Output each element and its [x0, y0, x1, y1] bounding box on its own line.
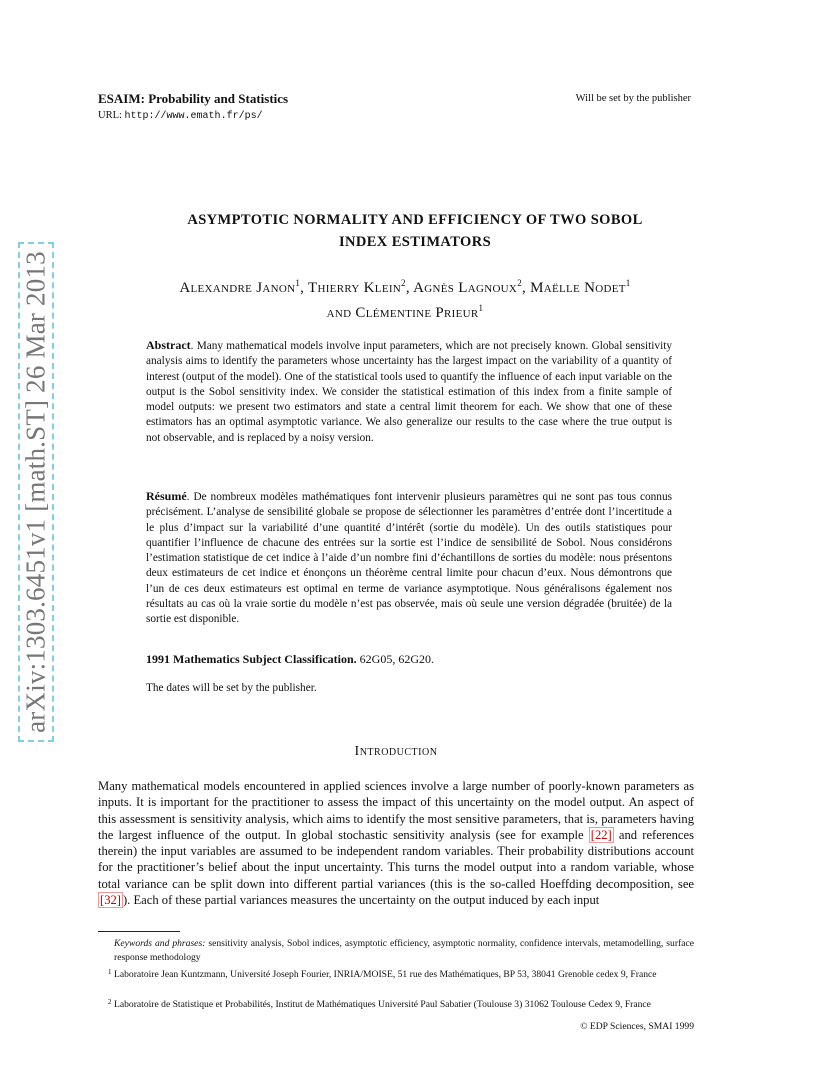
author-affiliation-mark[interactable]: 2: [401, 278, 406, 288]
msc-value: 62G05, 62G20.: [359, 652, 434, 666]
footnote-number: 1: [108, 968, 112, 976]
author-separator: ,: [405, 280, 414, 296]
author-affiliation-mark[interactable]: 1: [295, 278, 301, 288]
msc-label: 1991 Mathematics Subject Classification.: [146, 652, 357, 666]
resume-label: Résumé: [146, 489, 187, 503]
author-separator: ,: [300, 280, 309, 296]
footnote-rule: [98, 931, 180, 932]
author-affiliation-mark[interactable]: 1: [625, 278, 631, 288]
citation-link[interactable]: [32]: [100, 893, 121, 908]
title-line-2: INDEX ESTIMATORS: [338, 234, 492, 250]
author-list: [98, 273, 712, 323]
introduction-paragraph: [98, 778, 694, 908]
intro-text-part: ). Each of these partial variances measures the uncertainty on the output induced by each input: [122, 893, 600, 908]
author-name: Thierry Klein: [308, 280, 402, 296]
author-affiliation-mark[interactable]: 2: [517, 278, 522, 288]
footnote-number: 2: [108, 998, 112, 1006]
abstract-label: Abstract: [146, 338, 191, 352]
author-name: Maëlle Nodet: [530, 280, 626, 296]
paper-title: [120, 209, 710, 253]
author-affiliation-mark[interactable]: 1: [478, 303, 484, 313]
section-heading-introduction: Introduction: [354, 744, 438, 759]
copyright-notice: © EDP Sciences, SMAI 1999: [580, 1021, 694, 1032]
author-name: Agnès Lagnoux: [413, 280, 518, 296]
footnote-keywords: [114, 937, 694, 965]
author-separator: ,: [522, 280, 531, 296]
url-label: URL:: [98, 110, 122, 121]
resume-text: . De nombreux modèles mathématiques font intervenir plusieurs paramètres qui ne sont pas tous connus précisément. L’analyse de sensibilité globale se propose de sélectionner les paramètres d’entrée dont l’incertitude a le plus d’impact sur la variabilité d’une quantité d’intérêt (sortie du modèle). Un des outils statistiques pour quantifier l’influence de chacune des entrées sur la sortie est l’indice de sensibilité de Sobol. Nous considérons l’estimation statistique de cet indice à l’aide d’un nombre fini d’échantillons de sorties du modèle: nous présentons deux estimateurs de cet indice et énonçons un théorème central limite pour chacun d’eux. Nous démontrons que l’un de ces deux estimateurs est optimal en terme de variance asymptotique. Nous généralisons également nos résultats au cas où la vraie sortie du modèle n’est pas observée, mais où seule une version dégradée (bruitée) de la sortie est disponible.: [146, 491, 672, 626]
resume: [146, 489, 672, 628]
authors-line-2: [98, 298, 712, 323]
author-name: Clémentine Prieur: [355, 305, 479, 321]
author-name: Alexandre Janon: [179, 280, 296, 296]
journal-url-line: [98, 110, 263, 122]
abstract: [146, 338, 672, 446]
dates-note: The dates will be set by the publisher.: [146, 682, 317, 694]
publisher-note: Will be set by the publisher: [575, 93, 691, 104]
intro-text-part: Many mathematical models encountered in applied sciences involve a large number of poorly-known parameters as inputs. It is important for the practitioner to assess the impact of this uncertainty on the model output. An aspect of this assessment is sensitivity analysis, which aims to identify the most sensitive parameters, that is, parameters having the largest influence of the output. In global stochastic sensitivity analysis (see for example: [98, 779, 694, 842]
keywords-text: sensitivity analysis, Sobol indices, asymptotic efficiency, asymptotic normality, confidence intervals, metamodelling, surface response methodology: [114, 938, 694, 963]
affiliation-text: Laboratoire Jean Kuntzmann, Université Joseph Fourier, INRIA/MOISE, 51 rue des Mathématiques, BP 53, 38041 Grenoble cedex 9, France: [114, 969, 657, 980]
citation-link[interactable]: [22]: [590, 827, 612, 842]
footnote-affiliation-1: [108, 968, 694, 982]
footnote-affiliation-2: [108, 998, 694, 1012]
title-line-1: ASYMPTOTIC NORMALITY AND EFFICIENCY OF TWO SOBOL: [187, 212, 643, 228]
arxiv-stamp[interactable]: arXiv:1303.6451v1 [math.ST] 26 Mar 2013: [20, 251, 51, 733]
journal-url-link[interactable]: http://www.emath.fr/ps/: [124, 111, 263, 122]
journal-name: ESAIM: Probability and Statistics: [98, 91, 289, 106]
authors-line-1: [98, 273, 712, 298]
author-conjunction: and: [326, 305, 356, 321]
subject-classification: [146, 652, 672, 667]
keywords-label: Keywords and phrases:: [114, 938, 206, 949]
affiliation-text: Laboratoire de Statistique et Probabilités, Institut de Mathématiques Université Paul Sabatier (Toulouse 3) 31062 Toulouse Cedex 9, France: [114, 999, 651, 1010]
abstract-text: . Many mathematical models involve input parameters, which are not precisely known. Global sensitivity analysis aims to identify the parameters whose uncertainty has the largest impact on the variability of a quantity of interest (output of the model). One of the statistical tools used to quantify the influence of each input variable on the output is the Sobol sensitivity index. We consider the statistical estimation of this index from a finite sample of model outputs: we present two estimators and state a central limit theorem for each. We show that one of these estimators has an optimal asymptotic variance. We also generalize our results to the case where the true output is not observable, and is replaced by a noisy version.: [146, 340, 672, 444]
intro-text-part: and references therein) the input variables are assumed to be independent random variables. Their probability distributions account for the practitioner’s belief about the input uncertainty. This turns the model output into a random variable, whose total variance can be split down into different partial variances (this is the so-called Hoeffding decomposition, see: [98, 827, 694, 891]
